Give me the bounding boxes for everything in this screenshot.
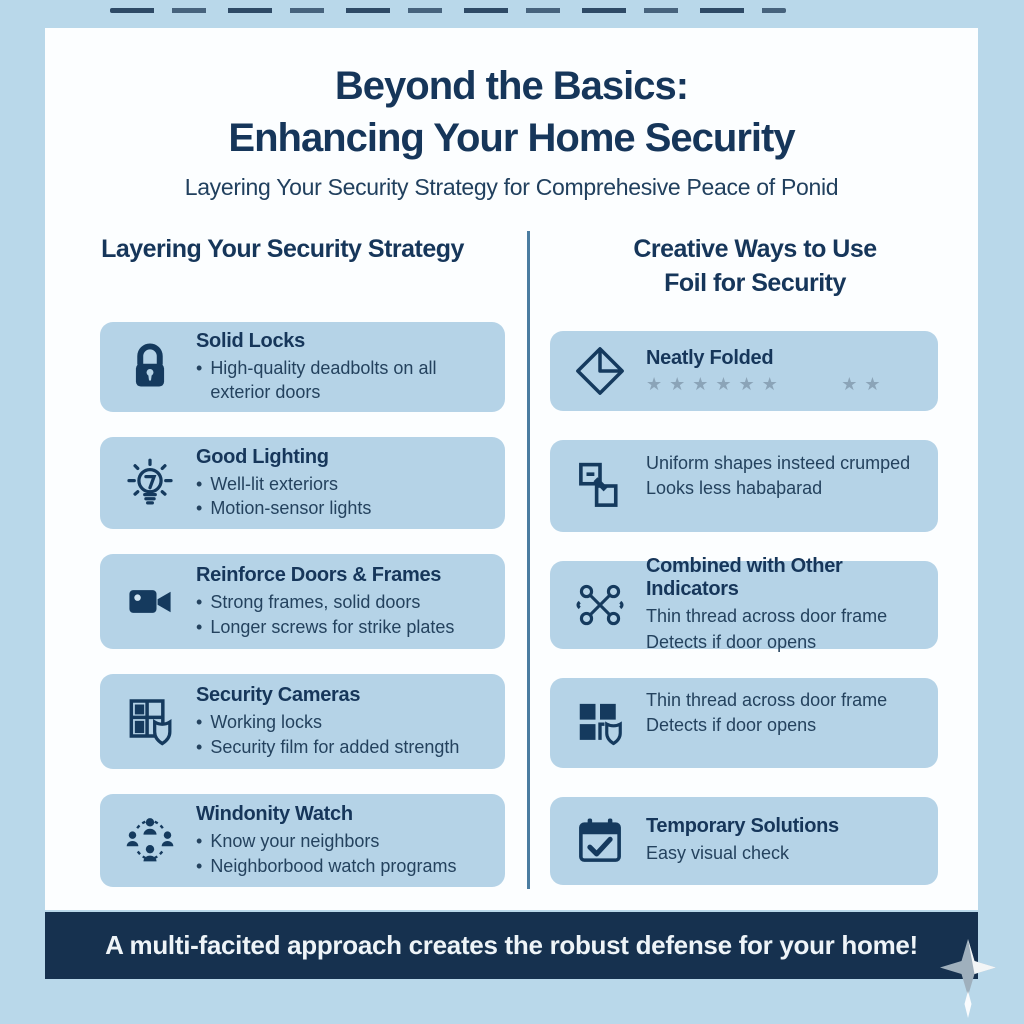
footer-banner <box>45 912 978 979</box>
card-title: Combined with Other Indicators <box>646 555 843 601</box>
right-column-heading-line2: Foil for Security <box>664 268 846 297</box>
card-bullet: • Longer screws for strike plates <box>196 616 455 637</box>
overlapping-squares-icon <box>564 459 636 513</box>
card-bullet: • Security film for added strength <box>196 736 460 757</box>
card-line: Detects if door opens <box>646 631 817 652</box>
page-title-line1: Beyond the Basics: <box>334 64 689 108</box>
card-bullet: • High-quality deadbolts on all exterior doors <box>196 357 437 402</box>
card-windonity-watch <box>100 794 505 887</box>
header <box>45 60 978 201</box>
column-divider <box>527 231 530 889</box>
card-uniform-shapes <box>550 440 938 532</box>
card-bullet: • Know your neighbors <box>196 831 380 852</box>
card-line: Detects if door opens <box>646 715 817 736</box>
top-artifact-strip <box>110 8 786 13</box>
card-line: Easy visual check <box>646 843 790 864</box>
window-shield-icon <box>114 694 186 750</box>
card-line: Thin thread across door frame <box>646 690 888 710</box>
card-title: Reinforce Doors & Frames <box>196 564 442 587</box>
right-column-heading-line1: Creative Ways to Use <box>633 235 877 263</box>
card-bullet: • Motion-sensor lights <box>196 498 372 518</box>
card-title: Security Cameras <box>196 684 361 707</box>
right-column-heading <box>545 233 965 301</box>
star-group-2: ★★ <box>841 374 888 394</box>
network-nodes-icon <box>564 578 636 632</box>
card-line: Looks less habaþarad <box>646 478 823 499</box>
card-title: Solid Locks <box>196 329 305 352</box>
card-reinforce-doors <box>100 554 505 649</box>
folded-foil-diamond-icon <box>564 343 636 399</box>
card-bullet: • Neighborbood watch programs <box>196 855 457 876</box>
star-rating <box>646 374 924 395</box>
left-column <box>100 322 505 887</box>
card-good-lighting <box>100 437 505 529</box>
card-thin-thread <box>550 678 938 768</box>
video-camera-icon <box>114 576 186 628</box>
card-bullet: • Well-lit exteriors <box>196 473 338 494</box>
card-title: Neatly Folded <box>646 347 774 369</box>
star-group-1: ★★★★★★ <box>646 374 785 394</box>
calendar-check-icon <box>564 814 636 868</box>
page-subtitle: Layering Your Security Strategy for Comprehesive Peace of Ponid <box>184 174 839 200</box>
card-neatly-folded <box>550 331 938 411</box>
footer-text: A multi-facited approach creates the robust defense for your home! <box>105 930 918 960</box>
card-title: Good Lighting <box>196 445 329 468</box>
left-column-heading: Layering Your Security Strategy <box>101 235 464 263</box>
sparkle-star-icon <box>938 933 1000 1024</box>
card-line: Uniform shapes insteed crumped <box>646 453 911 473</box>
card-title: Temporary Solutions <box>646 815 839 838</box>
card-combined-indicators <box>550 555 938 652</box>
lightbulb-icon <box>114 455 186 511</box>
community-people-icon <box>114 813 186 869</box>
card-bullet: • Strong frames, solid doors <box>196 592 421 613</box>
page-title-line2: Enhancing Your Home Security <box>228 116 795 160</box>
window-grid-shield-icon <box>564 696 636 750</box>
card-solid-locks <box>100 322 505 412</box>
card-line: Thin thread across door frame <box>646 606 888 627</box>
card-title: Windonity Watch <box>196 803 353 826</box>
card-temporary-solutions <box>550 797 938 885</box>
card-bullet: • Working locks <box>196 712 323 733</box>
padlock-icon <box>114 341 186 393</box>
right-column <box>550 331 938 885</box>
card-security-cameras <box>100 674 505 769</box>
